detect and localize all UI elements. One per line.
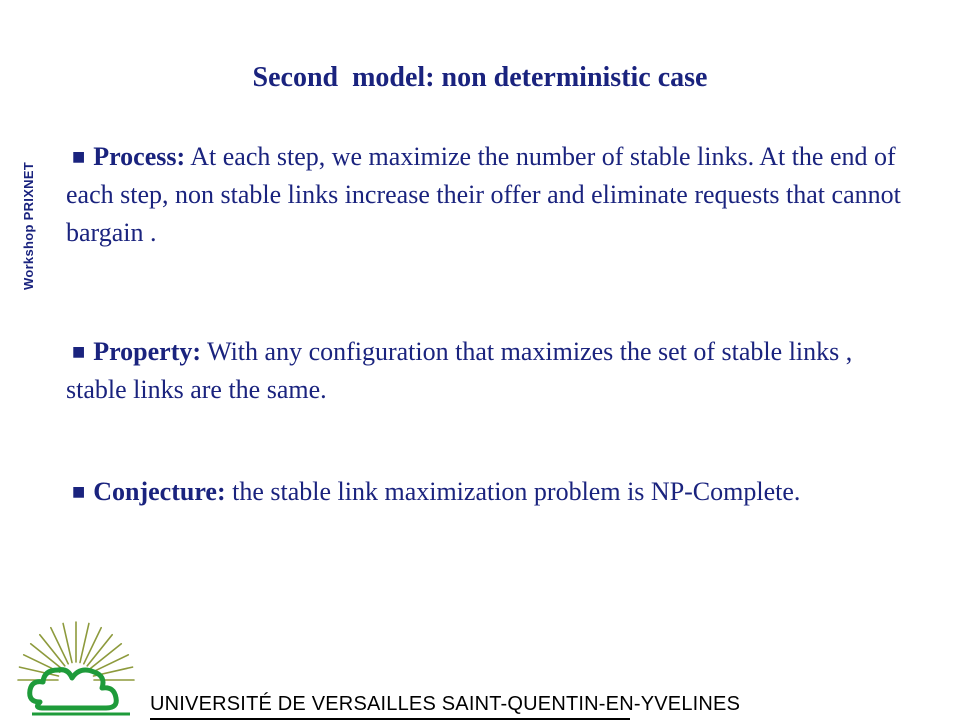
bullet-property [66,333,916,409]
bullet-term: Conjecture: [93,477,226,506]
square-bullet-icon: ■ [72,149,86,165]
square-bullet-icon: ■ [72,484,86,500]
bullet-text: With any configuration that maximizes the set of stable links , stable links are the same. [66,337,853,404]
bullet-conjecture [66,473,916,511]
bullet-process [66,138,916,252]
university-name: UNIVERSITÉ DE VERSAILLES SAINT-QUENTIN-EN-YVELINES [150,693,741,715]
square-bullet-icon: ■ [72,344,86,360]
bullet-text: At each step, we maximize the number of stable links. At the end of each step, non stable links increase their offer and eliminate requests that cannot bargain . [66,142,901,247]
bullet-term: Property: [93,337,202,366]
slide-title: Second model: non deterministic case [252,62,708,93]
bullet-term: Process: [93,142,186,171]
side-label: Workshop PRIXNET [21,161,36,290]
sun-cloud-logo-icon [10,618,140,718]
bullet-text: the stable link maximization problem is NP-Complete. [225,477,801,506]
